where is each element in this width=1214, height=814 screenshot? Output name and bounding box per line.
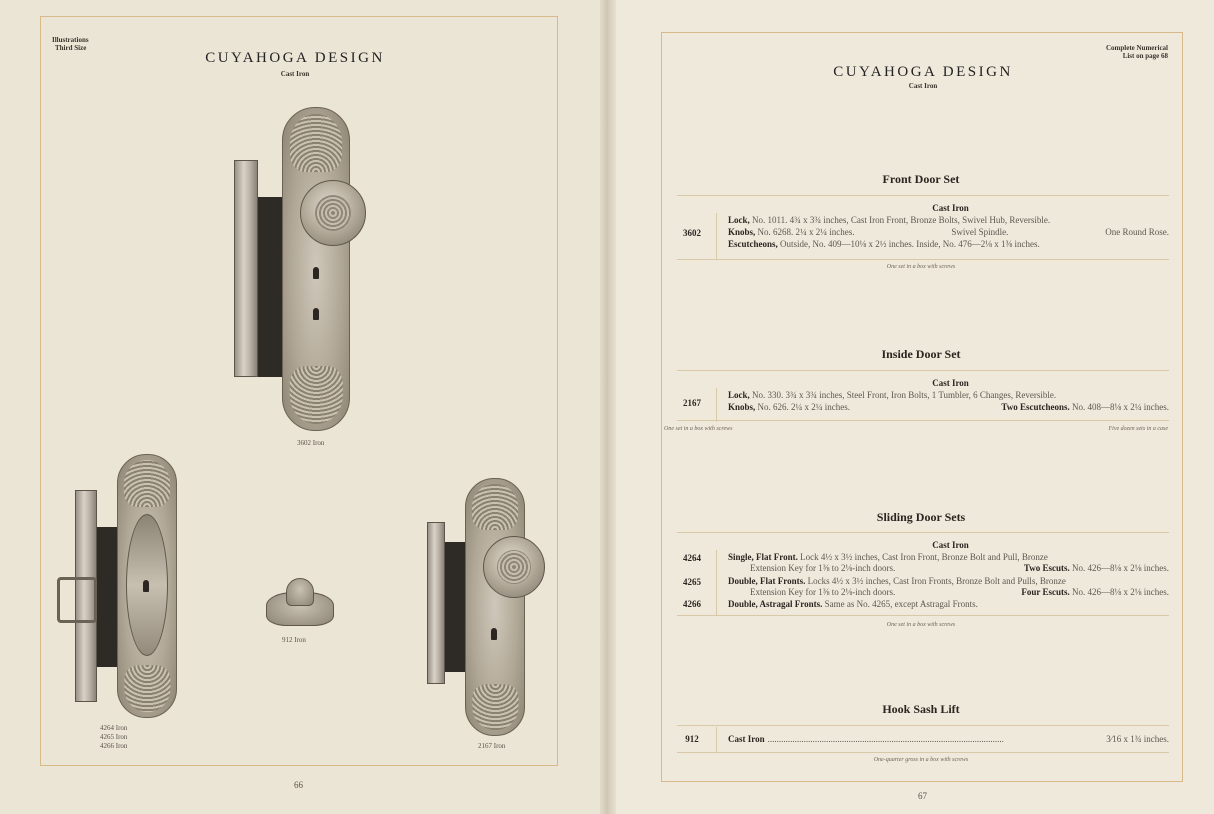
caption-912: 912 Iron — [282, 636, 306, 644]
caption-4265: 4265 Iron — [100, 733, 128, 741]
door-escutcheon — [465, 478, 525, 736]
sliding-4265-line2 — [728, 587, 1169, 598]
knobs-label: Knobs, — [728, 227, 756, 237]
front-door-set-heading: Front Door Set — [882, 172, 960, 186]
sliding-4264-line1 — [728, 552, 1169, 563]
right-page-subtitle: Cast Iron — [908, 82, 938, 90]
sliding-4266-line — [728, 599, 1169, 610]
lock-spec: No. 1011. 4¾ x 3¾ inches, Cast Iron Front, Bronze Bolts, Swivel Hub, Reversible. — [752, 215, 1051, 225]
item-number-4266: 4266 — [683, 599, 701, 609]
escutcheon-top-ornament — [290, 114, 343, 172]
knobs-label: Knobs, — [728, 402, 756, 412]
escutcheons-spec: No. 408—8⅛ x 2¼ inches. — [1072, 402, 1169, 412]
inside-knobs-line — [728, 402, 1169, 413]
inside-door-set-2167-illustration — [425, 476, 545, 738]
single-extension-key: Extension Key for 1⅜ to 2⅛-inch doors. — [750, 563, 896, 573]
section-rule — [677, 195, 1169, 196]
item-number-2167: 2167 — [683, 398, 701, 408]
front-material-label: Cast Iron — [932, 203, 969, 213]
lock-case — [443, 542, 465, 672]
left-page-number: 66 — [294, 780, 303, 790]
numerical-list-note — [1060, 44, 1168, 60]
lock-faceplate — [234, 160, 258, 377]
escutcheon-top-ornament — [472, 484, 518, 530]
sash-lift-hook — [286, 578, 314, 606]
section-rule — [677, 370, 1169, 371]
sash-lift-size: 3⁄16 x 1¾ inches. — [1106, 734, 1169, 744]
number-column-divider — [716, 213, 717, 259]
illustrations-note-line1: Illustrations — [52, 36, 89, 44]
right-page-number: 67 — [918, 791, 927, 801]
section-rule — [677, 725, 1169, 726]
hook-packing-note: One-quarter gross in a box with screws — [873, 757, 969, 763]
keyhole — [491, 628, 497, 640]
keyhole — [143, 580, 149, 592]
right-page-title: CUYAHOGA DESIGN — [833, 64, 1013, 80]
two-escuts-label: Two Escuts. — [1023, 563, 1070, 573]
front-escutcheons-line — [728, 239, 1169, 250]
inside-lock-line — [728, 390, 1169, 401]
four-escuts-label: Four Escuts. — [1021, 587, 1070, 597]
double-astragal-fronts-label: Double, Astragal Fronts. — [728, 599, 823, 609]
lock-faceplate — [427, 522, 445, 684]
section-rule — [677, 615, 1169, 616]
left-page-title: CUYAHOGA DESIGN — [205, 50, 385, 66]
item-number-3602: 3602 — [683, 228, 701, 238]
keyhole-upper — [313, 267, 319, 279]
front-lock-line — [728, 215, 1169, 226]
front-knobs-line — [728, 227, 1169, 238]
inside-door-set-heading: Inside Door Set — [881, 347, 961, 361]
item-number-912: 912 — [685, 734, 699, 744]
double-flat-fronts-spec: Locks 4½ x 3½ inches, Cast Iron Fronts, Bronze Bolt and Pulls, Bronze — [807, 576, 1066, 586]
single-flat-front-label: Single, Flat Front. — [728, 552, 798, 562]
sliding-packing-note: One set in a box with screws — [886, 622, 956, 628]
inside-packing-note-right: Five dozen sets in a case — [1108, 426, 1168, 432]
single-flat-front-spec: Lock 4½ x 3½ inches, Cast Iron Front, Bronze Bolt and Pull, Bronze — [800, 552, 1048, 562]
four-escuts-spec: No. 426—8⅛ x 2⅛ inches. — [1072, 587, 1169, 597]
book-gutter — [600, 0, 616, 814]
keyhole-lower — [313, 308, 319, 320]
double-extension-key: Extension Key for 1⅜ to 2⅛-inch doors. — [750, 587, 896, 597]
numerical-list-note-line2: List on page 68 — [1122, 52, 1168, 60]
caption-4264: 4264 Iron — [100, 724, 128, 732]
double-astragal-fronts-spec: Same as No. 4265, except Astragal Fronts. — [824, 599, 978, 609]
two-escuts-spec: No. 426—8⅛ x 2⅛ inches. — [1072, 563, 1169, 573]
escutcheons-spec: Outside, No. 409—10⅛ x 2½ inches. Inside, No. 476—2⅛ x 1⅜ inches. — [780, 239, 1040, 249]
section-rule — [677, 420, 1169, 421]
section-rule — [677, 752, 1169, 753]
knobs-spec: No. 626. 2¼ x 2¼ inches. — [757, 402, 851, 412]
sliding-material-label: Cast Iron — [932, 540, 969, 550]
escutcheon-bottom-ornament — [290, 366, 343, 424]
left-page-subtitle: Cast Iron — [280, 70, 310, 78]
knobs-spec: No. 6268. 2¼ x 2¼ inches. — [757, 227, 855, 237]
inside-packing-note-left: One set in a box with screws — [664, 426, 733, 432]
hook-sash-lift-line — [728, 734, 1169, 745]
inside-material-label: Cast Iron — [932, 378, 969, 388]
hook-sash-lift-heading: Hook Sash Lift — [882, 702, 960, 716]
section-rule — [677, 259, 1169, 260]
knobs-rose: One Round Rose. — [1105, 227, 1169, 237]
illustrations-note-line2: Third Size — [55, 44, 87, 52]
lock-label: Lock, — [728, 215, 750, 225]
sliding-door-set-illustration — [55, 452, 185, 720]
escutcheons-label: Two Escutcheons. — [1001, 402, 1070, 412]
caption-sliding-sets — [100, 724, 127, 751]
escutcheons-label: Escutcheons, — [728, 239, 778, 249]
lock-spec: No. 330. 3¾ x 3¾ inches, Steel Front, Iron Bolts, 1 Tumbler, 6 Changes, Reversible. — [752, 390, 1057, 400]
hook-sash-lift-912-illustration — [264, 576, 336, 628]
number-column-divider — [716, 727, 717, 753]
knob-rosette — [315, 195, 351, 231]
cast-iron-label: Cast Iron — [728, 734, 765, 744]
number-column-divider — [716, 550, 717, 616]
caption-3602: 3602 Iron — [297, 439, 325, 447]
section-rule — [677, 532, 1169, 533]
door-knob — [483, 536, 545, 598]
front-packing-note: One set in a box with screws — [886, 264, 956, 270]
sliding-door-sets-heading: Sliding Door Sets — [876, 510, 966, 524]
lock-case — [256, 197, 282, 377]
front-door-set-3602-illustration — [230, 105, 370, 435]
numerical-list-note-line1: Complete Numerical — [1105, 44, 1168, 52]
caption-4266: 4266 Iron — [100, 742, 128, 750]
leader-dots: ......................................................................................................... — [767, 734, 1004, 744]
pull-ring — [57, 577, 97, 623]
double-flat-fronts-label: Double, Flat Fronts. — [728, 576, 806, 586]
knob-rosette — [497, 550, 531, 584]
sliding-4264-line2 — [728, 563, 1169, 574]
escutcheon-top-ornament — [124, 460, 170, 507]
sliding-4265-line1 — [728, 576, 1169, 587]
lock-label: Lock, — [728, 390, 750, 400]
escutcheon-bottom-ornament — [472, 684, 518, 730]
item-number-4265: 4265 — [683, 577, 701, 587]
knobs-spindle: Swivel Spindle. — [951, 227, 1009, 237]
escutcheon-bottom-ornament — [124, 665, 170, 712]
illustrations-note — [52, 36, 89, 52]
door-knob — [300, 180, 366, 246]
number-column-divider — [716, 388, 717, 422]
item-number-4264: 4264 — [683, 553, 701, 563]
caption-2167: 2167 Iron — [478, 742, 506, 750]
